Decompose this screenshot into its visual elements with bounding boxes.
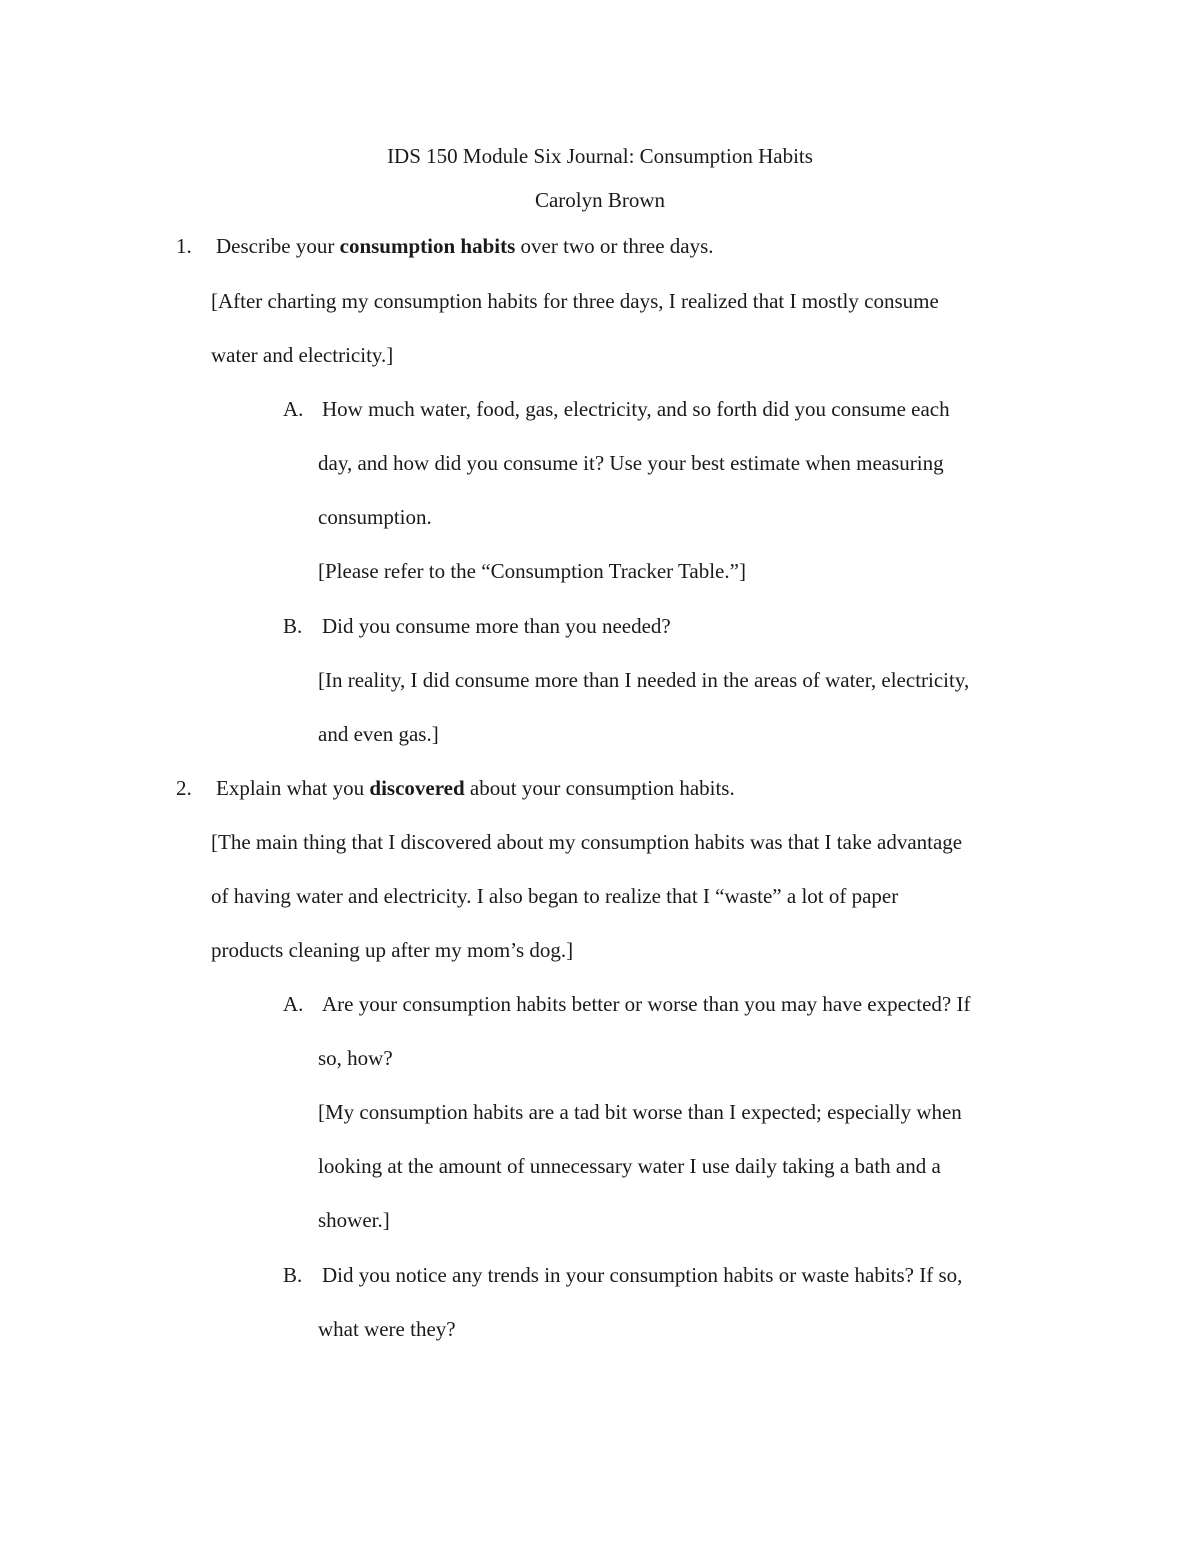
q2b-question-line: what were they? xyxy=(318,1317,456,1341)
q2-prompt-post: about your consumption habits. xyxy=(464,776,735,800)
q1a-letter: A. xyxy=(283,397,304,421)
q1-answer-line: water and electricity.] xyxy=(211,343,394,367)
q1b-answer-line: [In reality, I did consume more than I needed in the areas of water, electricity, xyxy=(318,668,970,692)
q2a-question-line: so, how? xyxy=(318,1046,393,1070)
q2-answer-line: products cleaning up after my mom’s dog.] xyxy=(211,938,574,962)
q1-number: 1. xyxy=(176,234,192,258)
q2b-letter: B. xyxy=(283,1263,303,1287)
q2a-answer-line: shower.] xyxy=(318,1208,390,1232)
q2-answer-line: of having water and electricity. I also began to realize that I “waste” a lot of paper xyxy=(211,884,899,908)
q1a-question-line: How much water, food, gas, electricity, and so forth did you consume each xyxy=(322,397,950,421)
q1b-letter: B. xyxy=(283,614,303,638)
q2b-question-line: Did you notice any trends in your consumption habits or waste habits? If so, xyxy=(322,1263,963,1287)
q2a-answer-line: [My consumption habits are a tad bit worse than I expected; especially when xyxy=(318,1100,962,1124)
q1-prompt-pre: Describe your xyxy=(216,234,340,258)
q2a-letter: A. xyxy=(283,992,304,1016)
q1-prompt-bold: consumption habits xyxy=(339,234,516,258)
author-name: Carolyn Brown xyxy=(534,188,666,212)
q1-prompt-post: over two or three days. xyxy=(515,234,714,258)
document-title: IDS 150 Module Six Journal: Consumption Habits xyxy=(387,144,813,168)
q1b-question-line: Did you consume more than you needed? xyxy=(322,614,671,638)
q2-prompt xyxy=(216,774,735,802)
q1a-question-line: day, and how did you consume it? Use your best estimate when measuring xyxy=(318,451,944,475)
q2-prompt-bold: discovered xyxy=(369,776,465,800)
q1b-answer-line: and even gas.] xyxy=(318,722,439,746)
q1a-question-line: consumption. xyxy=(318,505,432,529)
q2a-answer-line: looking at the amount of unnecessary water I use daily taking a bath and a xyxy=(318,1154,941,1178)
q2-answer-line: [The main thing that I discovered about my consumption habits was that I take advantage xyxy=(211,830,963,854)
q1a-answer-line: [Please refer to the “Consumption Tracker Table.”] xyxy=(318,559,746,583)
q1-prompt xyxy=(216,232,714,260)
q1-answer-line: [After charting my consumption habits for three days, I realized that I mostly consume xyxy=(211,289,939,313)
q2a-question-line: Are your consumption habits better or worse than you may have expected? If xyxy=(322,992,971,1016)
q2-prompt-pre: Explain what you xyxy=(216,776,370,800)
q2-number: 2. xyxy=(176,776,192,800)
